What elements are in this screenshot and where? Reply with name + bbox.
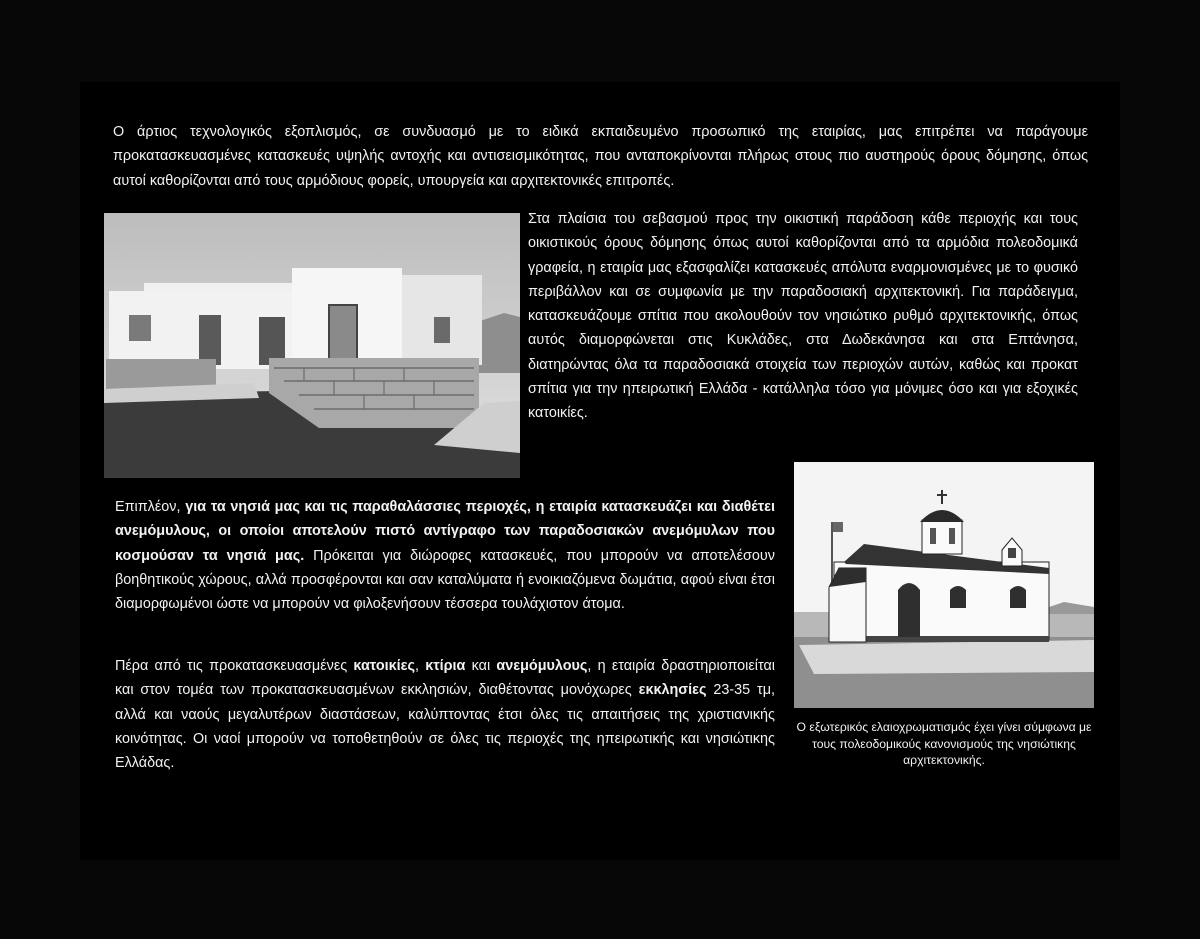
churches-text-1: Πέρα από τις προκατασκευασμένες bbox=[115, 658, 354, 674]
churches-text-2: , bbox=[414, 658, 426, 674]
churches-bold-windmills: ανεμόμυλους bbox=[496, 658, 588, 674]
church-illustration bbox=[794, 462, 1094, 708]
churches-text-4: , η εταιρία δραστηριοποιείται και στον τομέα των προκατασκευασμένων εκκλησιών, διαθέτοντας μονόχωρες bbox=[115, 658, 775, 699]
house-illustration bbox=[104, 213, 520, 478]
church-photo-caption: Ο εξωτερικός ελαιοχρωματισμός έχει γίνει σύμφωνα με τους πολεοδομικούς κανονισμούς της νησιώτικης αρχιτεκτονικής. bbox=[796, 720, 1092, 767]
churches-paragraph bbox=[115, 654, 775, 775]
intro-paragraph: Ο άρτιος τεχνολογικός εξοπλισμός, σε συνδυασμό με το ειδικά εκπαιδευμένο προσωπικό της εταιρίας, μας επιτρέπει να παράγουμε προκατασκευασμένες κατασκευές υψηλής αντοχής και αντισεισμικότητας, που ανταποκρίνονται πλήρως στους πιο αυστηρούς όρους δόμησης, όπως αυτοί καθορίζονται από τους αρμόδιους φορείς, υπουργεία και αρχιτεκτονικές επιτροπές. bbox=[113, 124, 1088, 189]
windmills-paragraph bbox=[115, 495, 775, 616]
prefab-house-photo bbox=[104, 213, 520, 478]
churches-text-5: 23-35 τμ, αλλά και ναούς μεγαλυτέρων διαστάσεων, καλύπτοντας έτσι όλες τις απαιτήσεις της χριστιανικής κοινότητας. Οι ναοί μπορούν να τοποθετηθούν σε όλες τις περιοχές της ηπειρωτικής και νησιώτικης Ελλάδας. bbox=[115, 682, 775, 772]
prefab-church-photo bbox=[794, 462, 1094, 708]
windmills-lead: Επιπλέον, bbox=[115, 499, 186, 515]
windmills-rest: Πρόκειται για διώροφες κατασκευές, που μπορούν να αποτελέσουν βοηθητικούς χώρους, αλλά προσφέρονται και σαν καταλύματα ή ενοικιαζόμενα δωμάτια, αφού είναι έτσι διαμορφωμένοι ώστε να μπορούν να φιλοξενήσουν τέσσερα τουλάχιστον άτομα. bbox=[115, 547, 775, 613]
windmills-bold: για τα νησιά μας και τις παραθαλάσσιες περιοχές, η εταιρία κατασκευάζει και διαθέτει ανεμόμυλους, οι οποίοι αποτελούν πιστό αντίγραφο των παραδοσιακών ανεμόμυλων που κοσμούσαν τα νησιά μας. bbox=[115, 499, 775, 564]
churches-bold-buildings: κτίρια bbox=[425, 658, 466, 674]
churches-bold-houses: κατοικίες bbox=[353, 658, 415, 674]
churches-bold-churches: εκκλησίες bbox=[638, 682, 707, 699]
churches-text-3: και bbox=[465, 658, 497, 674]
tradition-paragraph: Στα πλαίσια του σεβασμού προς την οικιστική παράδοση κάθε περιοχής και τους οικιστικούς όρους δόμησης όπως αυτοί καθορίζονται από τα αρμόδια πολεοδομικά γραφεία, η εταιρία μας εξασφαλίζει κατασκευές απόλυτα εναρμονισμένες με το φυσικό περιβάλλον και σε συμφωνία με την παραδοσιακή αρχιτεκτονική. Για παράδειγμα, κατασκευάζουμε σπίτια που ακολουθούν τον νησιώτικο ρυθμό αρχιτεκτονικής, όπως αυτός διαμορφώνεται στις Κυκλάδες, στα Δωδεκάνησα και στα Επτάνησα, διατηρώντας όλα τα παραδοσιακά στοιχεία των περιοχών αυτών, καθώς και προκατ σπίτια για την ηπειρωτική Ελλάδα - κατάλληλα τόσο για μόνιμες όσο και για εξοχικές κατοικίες. bbox=[528, 211, 1078, 422]
